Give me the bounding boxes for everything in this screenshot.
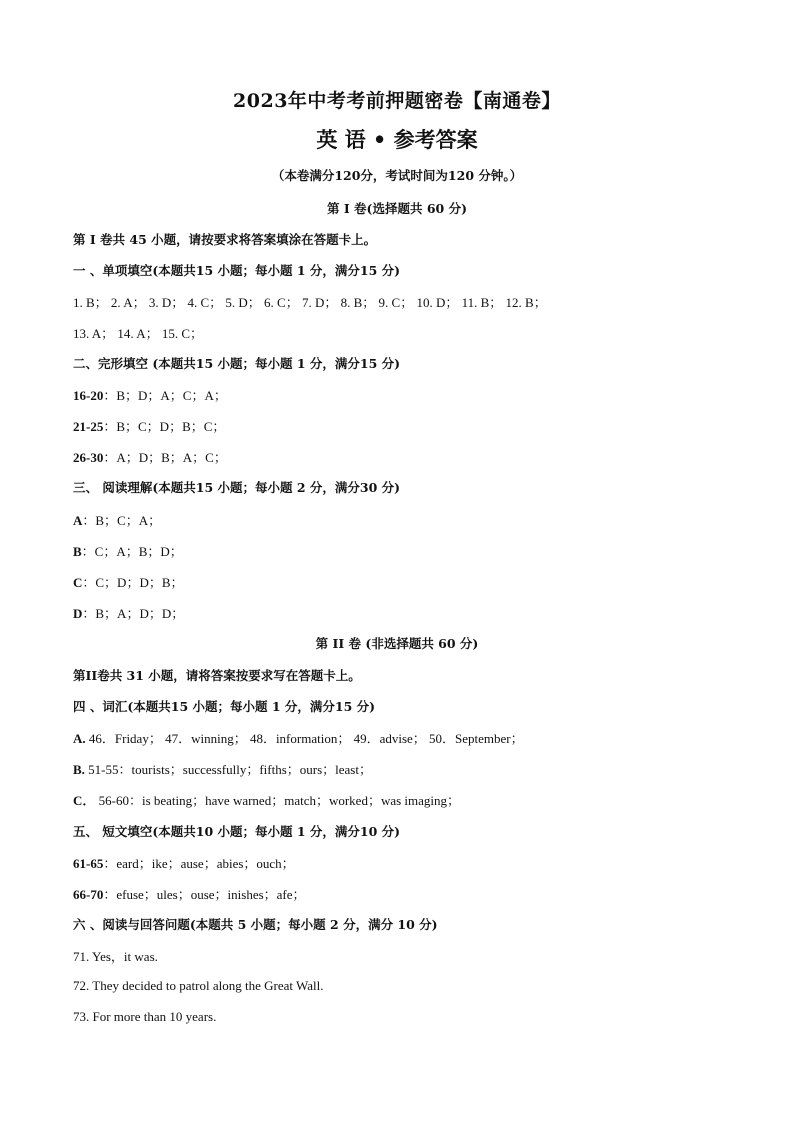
- exam-note: （本卷满分120分，考试时间为120 分钟。）: [271, 168, 523, 183]
- section1-answers-line2: 13. A； 14. A； 15. C；: [73, 326, 204, 341]
- section2-heading: 二、完形填空 (本题共15 小题；每小题 1 分，满分15 分): [73, 356, 401, 371]
- row-label: 66-70: [73, 887, 104, 902]
- row-label: C．: [73, 793, 96, 808]
- section4-row: [73, 728, 753, 747]
- section2-row: [73, 447, 753, 466]
- part1-instruction: 第 I 卷共 45 小题，请按要求将答案填涂在答题卡上。: [73, 232, 377, 247]
- row-label: 16-20: [73, 388, 104, 403]
- document-title: 2023年中考考前押题密卷【南通卷】: [233, 90, 561, 112]
- section4-row: [73, 759, 753, 778]
- section2-row: [73, 416, 753, 435]
- row-answers: ：B；C；D；B；C；: [103, 419, 226, 434]
- section6-answer: 72. They decided to patrol along the Great Wall.: [73, 978, 324, 993]
- row-label: D: [73, 606, 83, 621]
- row-answers: ：B；D；A；C；A；: [103, 388, 227, 403]
- section3-heading: 三、 阅读理解(本题共15 小题；每小题 2 分，满分30 分): [73, 480, 401, 495]
- section5-heading: 五、 短文填空(本题共10 小题；每小题 1 分，满分10 分): [73, 824, 401, 839]
- row-answers: 56-60：is beating；have warned；match；worked；was imaging；: [95, 793, 461, 808]
- row-answers: ：B；A；D；D；: [82, 606, 185, 621]
- row-label: B: [73, 544, 82, 559]
- row-answers: ：B；C；A；: [82, 513, 162, 528]
- row-label: 21-25: [73, 419, 104, 434]
- row-answers: ：A；D；B；A；C；: [103, 450, 227, 465]
- section5-row: [73, 884, 753, 903]
- part2-instruction: 第II卷共 31 小题，请将答案按要求写在答题卡上。: [73, 668, 361, 683]
- section6-answer: 73. For more than 10 years.: [73, 1009, 217, 1024]
- row-answers: 46．Friday； 47．winning； 48．information； 49．advise； 50．September；: [85, 731, 524, 746]
- section2-row: [73, 385, 753, 404]
- section3-row: [73, 510, 753, 529]
- section6-heading: 六 、阅读与回答问题(本题共 5 小题；每小题 2 分，满分 10 分): [73, 917, 438, 932]
- row-answers: ：efuse；ules；ouse；inishes；afe；: [103, 887, 306, 902]
- section1-heading: 一 、单项填空(本题共15 小题；每小题 1 分，满分15 分): [73, 263, 401, 278]
- section5-row: [73, 853, 753, 872]
- section3-row: [73, 603, 753, 622]
- part2-heading: 第 II 卷 (非选择题共 60 分): [315, 636, 479, 651]
- section4-row: [73, 790, 753, 809]
- section4-heading: 四 、词汇(本题共15 小题；每小题 1 分，满分15 分): [73, 699, 376, 714]
- section1-answers-line1: 1. B； 2. A； 3. D； 4. C； 5. D； 6. C； 7. D； 8. B； 9. C； 10. D； 11. B； 12. B；: [73, 295, 547, 310]
- section3-row: [73, 541, 753, 560]
- row-label: B.: [73, 762, 85, 777]
- part1-heading: 第 I 卷(选择题共 60 分): [327, 201, 467, 216]
- row-label: 61-65: [73, 856, 104, 871]
- section3-row: [73, 572, 753, 591]
- section6-answer: 71. Yes，it was.: [73, 949, 158, 964]
- row-answers: 51-55：tourists；successfully；fifths；ours；least；: [84, 762, 372, 777]
- row-label: 26-30: [73, 450, 104, 465]
- row-answers: ：eard；ike；ause；abies；ouch；: [103, 856, 295, 871]
- row-label: A: [73, 513, 83, 528]
- document-subtitle: 英 语 • 参考答案: [316, 127, 478, 152]
- row-label: C: [73, 575, 83, 590]
- row-answers: ：C；D；D；B；: [82, 575, 184, 590]
- row-answers: ：C；A；B；D；: [81, 544, 183, 559]
- row-label: A.: [73, 731, 86, 746]
